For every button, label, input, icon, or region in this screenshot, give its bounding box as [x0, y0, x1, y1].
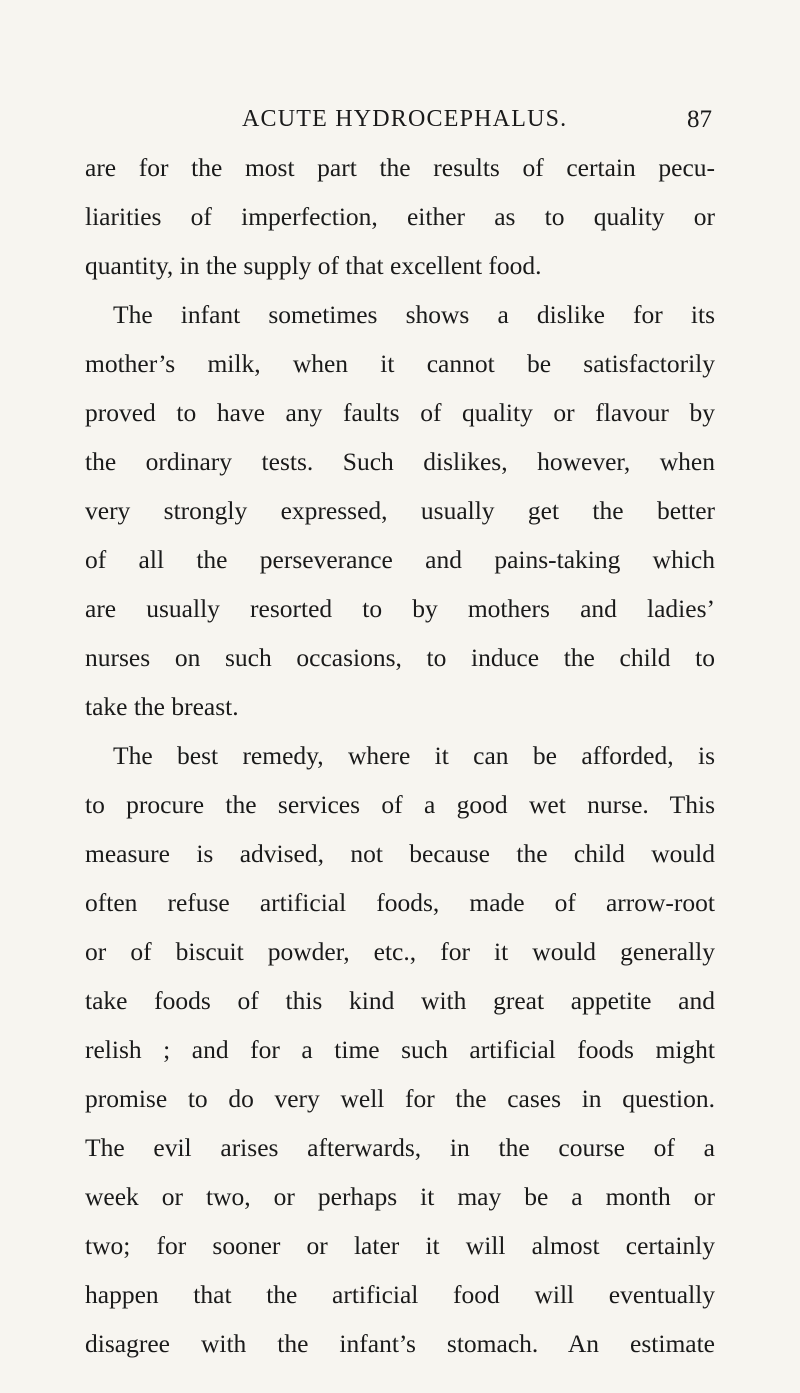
text-line: The evil arises afterwards, in the course of a — [85, 1133, 715, 1162]
text-line: liarities of imperfection, either as to quality or — [85, 202, 715, 231]
text-line: The best remedy, where it can be afforded, is — [113, 741, 715, 770]
text-line: two; for sooner or later it will almost certainly — [85, 1231, 715, 1260]
text-line: proved to have any faults of quality or flavour by — [85, 398, 715, 427]
text-line: or of biscuit powder, etc., for it would generally — [85, 937, 715, 966]
running-title: ACUTE HYDROCEPHALUS. — [242, 106, 568, 132]
text-line: of all the perseverance and pains-taking which — [85, 545, 715, 574]
text-line: promise to do very well for the cases in question. — [85, 1084, 715, 1113]
text-line: nurses on such occasions, to induce the child to — [85, 643, 715, 672]
text-line: the ordinary tests. Such dislikes, however, when — [85, 447, 715, 476]
text-line: to procure the services of a good wet nurse. This — [85, 790, 715, 819]
text-line: week or two, or perhaps it may be a month or — [85, 1182, 715, 1211]
text-line: mother’s milk, when it cannot be satisfactorily — [85, 349, 715, 378]
page-number: 87 — [687, 106, 712, 133]
text-line: happen that the artificial food will eventually — [85, 1280, 715, 1309]
text-line: are usually resorted to by mothers and ladies’ — [85, 594, 715, 623]
text-line: relish ; and for a time such artificial foods might — [85, 1035, 715, 1064]
text-line: often refuse artificial foods, made of arrow-root — [85, 888, 715, 917]
text-line: measure is advised, not because the child would — [85, 839, 715, 868]
text-line: quantity, in the supply of that excellent food. — [85, 251, 542, 280]
text-line: very strongly expressed, usually get the better — [85, 496, 715, 525]
text-line: The infant sometimes shows a dislike for its — [113, 300, 715, 329]
text-line: take the breast. — [85, 692, 239, 721]
text-line: take foods of this kind with great appetite and — [85, 986, 715, 1015]
text-line: disagree with the infant’s stomach. An estimate — [85, 1329, 715, 1358]
page-header — [242, 106, 712, 146]
text-line: are for the most part the results of certain pecu- — [85, 153, 715, 182]
